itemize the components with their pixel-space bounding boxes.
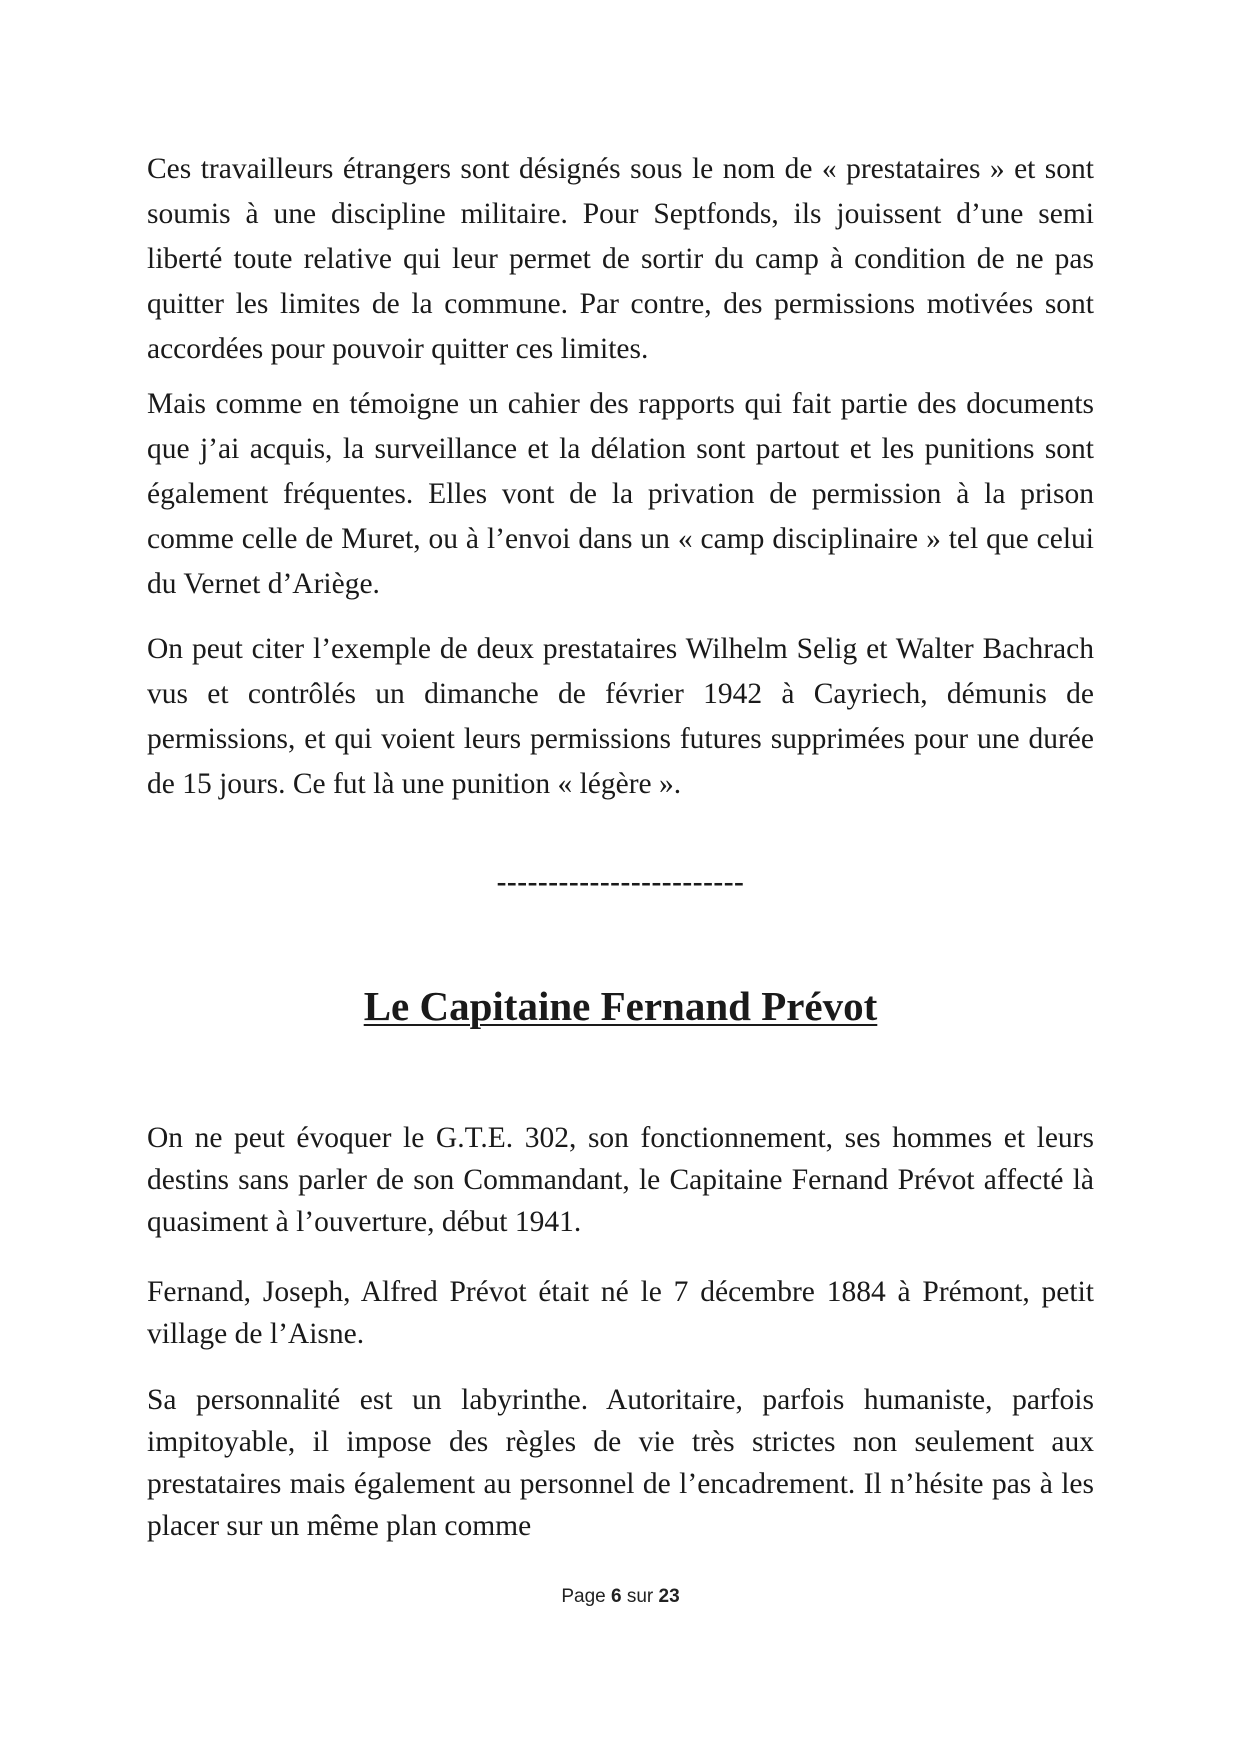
paragraph-gte-302: On ne peut évoquer le G.T.E. 302, son fonctionnement, ses hommes et leurs destins sans parler de son Commandant, le Capitaine Fernand Prévot affecté là quasiment à l’ouverture, début 1941. <box>147 1122 1094 1238</box>
paragraph-personnalite: Sa personnalité est un labyrinthe. Autoritaire, parfois humaniste, parfois impitoyable, il impose des règles de vie très strictes non seulement aux prestataires mais également au personnel de l’encadrement. Il n’hésite pas à les placer sur un même plan comme <box>147 1384 1094 1542</box>
paragraph-punition-exemple: On peut citer l’exemple de deux prestataires Wilhelm Selig et Walter Bachrach vus et contrôlés un dimanche de février 1942 à Cayriech, démunis de permissions, et qui voient leurs permissions futures supprimées pour une durée de 15 jours. Ce fut là une punition « légère ». <box>147 633 1094 800</box>
footer-total-pages: 23 <box>658 1586 680 1607</box>
footer-page-label: Page <box>561 1586 606 1607</box>
paragraph-surveillance: Mais comme en témoigne un cahier des rapports qui fait partie des documents que j’ai acquis, la surveillance et la délation sont partout et les punitions sont également fréquentes. Elles vont de la privation de permission à la prison comme celle de Muret, ou à l’envoi dans un « camp disciplinaire » tel que celui du Vernet d’Ariège. <box>147 388 1094 600</box>
footer-sur-label: sur <box>626 1586 654 1607</box>
section-separator: ------------------------ <box>496 866 745 898</box>
paragraph-prestataires: Ces travailleurs étrangers sont désignés sous le nom de « prestataires » et sont soumis à une discipline militaire. Pour Septfonds, ils jouissent d’une semi liberté toute relative qui leur permet de sortir du camp à condition de ne pas quitter les limites de la commune. Par contre, des permissions motivées sont accordées pour pouvoir quitter ces limites. <box>147 153 1094 365</box>
footer-current-page: 6 <box>610 1586 622 1607</box>
paragraph-naissance: Fernand, Joseph, Alfred Prévot était né le 7 décembre 1884 à Prémont, petit village de l’Aisne. <box>147 1276 1094 1350</box>
section-title: Le Capitaine Fernand Prévot <box>363 983 878 1029</box>
page-footer <box>0 1586 1241 1608</box>
